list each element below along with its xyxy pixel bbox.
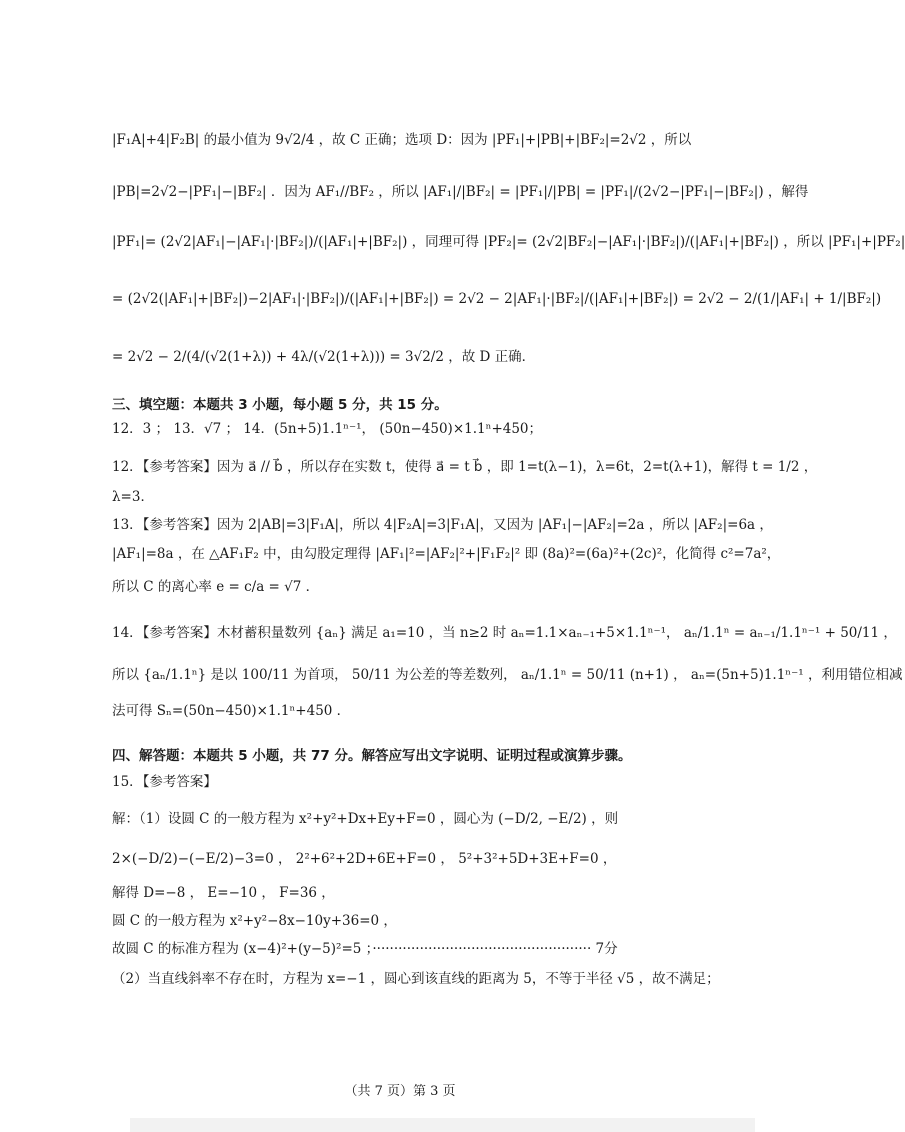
text-line: 12．【参考答案】因为 a⃗ // b⃗ ，所以存在实数 t，使得 a⃗ = t b⃗ ，即 1=t(λ−1)，λ=6t，2=t(λ+1)，解得 t = 1/2 ， (112, 459, 818, 475)
bottom-shadow (130, 1118, 755, 1132)
text-line: λ=3． (112, 489, 154, 505)
text-line: 2×(−D/2)−(−E/2)−3=0 ， 2²+6²+2D+6E+F=0 ， 5²+3²+5D+3E+F=0 ， (112, 851, 617, 867)
page-footer: （共 7 页）第 3 页 (344, 1084, 456, 1099)
text-line: = 2√2 − 2/(4/(√2(1+λ)) + 4λ/(√2(1+λ))) = 3√2/2 ，故 D 正确． (112, 349, 536, 365)
text-line: 12．3 ； 13．√7 ； 14．(5n+5)1.1ⁿ⁻¹， (50n−450)×1.1ⁿ+450； (112, 421, 543, 437)
answer-heading: 15．【参考答案】 (112, 774, 217, 790)
text-line: = (2√2(|AF₁|+|BF₂|)−2|AF₁|·|BF₂|)/(|AF₁|+|BF₂|) = 2√2 − 2|AF₁|·|BF₂|/(|AF₁|+|BF₂|) = 2√2 − 2/(1/|AF₁| + 1/|BF₂|) (112, 291, 882, 307)
text-line: |PF₁|= (2√2|AF₁|−|AF₁|·|BF₂|)/(|AF₁|+|BF₂|) ，同理可得 |PF₂|= (2√2|BF₂|−|AF₁|·|BF₂|)/(|AF₁|+|BF₂|) ，所以 |PF₁|+|PF₂| (112, 234, 905, 250)
section-heading: 三、填空题：本题共 3 小题，每小题 5 分，共 15 分。 (112, 397, 448, 413)
text-line: 法可得 Sₙ=(50n−450)×1.1ⁿ+450 ． (112, 703, 351, 719)
section-heading: 四、解答题：本题共 5 小题，共 77 分。解答应写出文字说明、证明过程或演算步骤。 (112, 748, 632, 764)
text-line: 解得 D=−8 ， E=−10 ， F=36 ， (112, 885, 335, 901)
text-line: |PB|=2√2−|PF₁|−|BF₂| ．因为 AF₁//BF₂ ，所以 |AF₁|/|BF₂| = |PF₁|/|PB| = |PF₁|/(2√2−|PF₁|−|BF₂|) ，解得 (112, 184, 809, 200)
text-line: 故圆 C 的标准方程为 (x−4)²+(y−5)²=5 ；··················································· 7分 (112, 941, 618, 957)
text-line: 所以 C 的离心率 e = c/a = √7 ． (112, 579, 320, 595)
text-line: 14．【参考答案】木材蓄积量数列 {aₙ} 满足 a₁=10 ，当 n≥2 时 aₙ=1.1×aₙ₋₁+5×1.1ⁿ⁻¹， aₙ/1.1ⁿ = aₙ₋₁/1.1ⁿ⁻¹ + 50/11 ， (112, 625, 897, 641)
text-line: |F₁A|+4|F₂B| 的最小值为 9√2/4 ，故 C 正确；选项 D：因为 |PF₁|+|PB|+|BF₂|=2√2 ，所以 (112, 132, 692, 148)
text-line: （2）当直线斜率不存在时，方程为 x=−1 ，圆心到该直线的距离为 5，不等于半径 √5 ，故不满足； (112, 971, 720, 987)
text-line: 圆 C 的一般方程为 x²+y²−8x−10y+36=0 ， (112, 913, 397, 929)
text-line: 解：（1）设圆 C 的一般方程为 x²+y²+Dx+Ey+F=0 ，圆心为 (−D/2, −E/2) ，则 (112, 811, 619, 827)
text-line: |AF₁|=8a ，在 △AF₁F₂ 中，由勾股定理得 |AF₁|²=|AF₂|²+|F₁F₂|² 即 (8a)²=(6a)²+(2c)²，化简得 c²=7a²， (112, 546, 781, 562)
text-line: 13．【参考答案】因为 2|AB|=3|F₁A|，所以 4|F₂A|=3|F₁A|，又因为 |AF₁|−|AF₂|=2a ，所以 |AF₂|=6a ， (112, 517, 773, 533)
text-line: 所以 {aₙ/1.1ⁿ} 是以 100/11 为首项， 50/11 为公差的等差数列， aₙ/1.1ⁿ = 50/11 (n+1) ， aₙ=(5n+5)1.1ⁿ⁻¹ ，利用错位相减 (112, 667, 903, 683)
